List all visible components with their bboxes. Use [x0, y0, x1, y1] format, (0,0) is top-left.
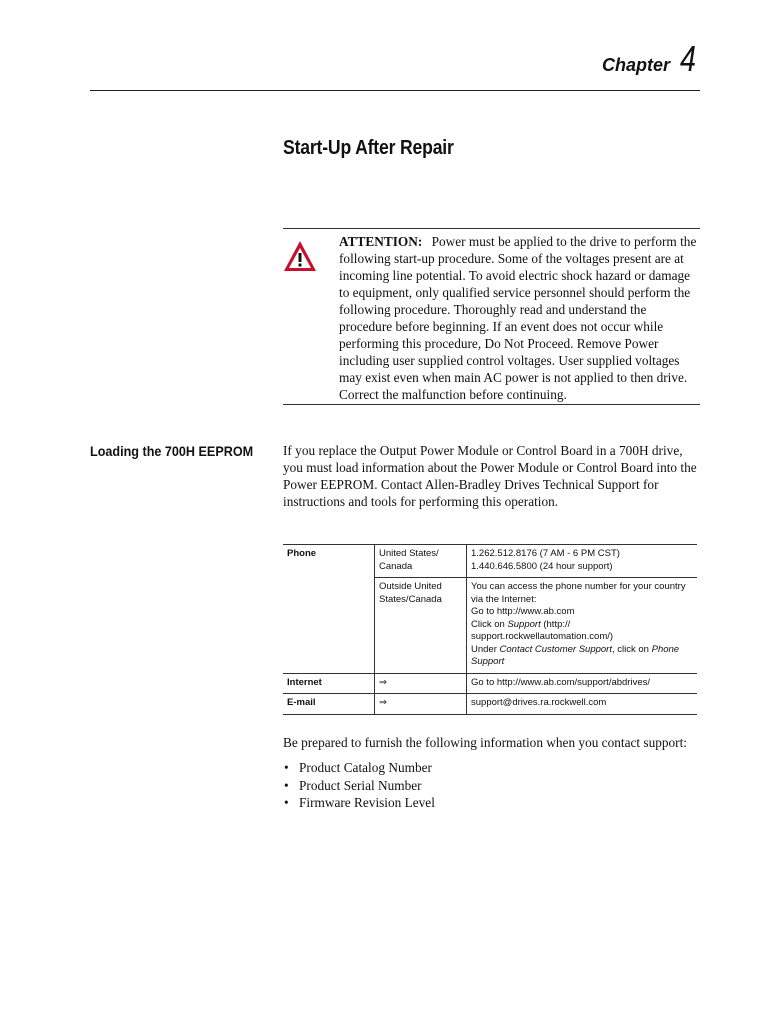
- us-phone-line-2: 1.440.646.5800 (24 hour support): [471, 560, 613, 572]
- bullet-mark: •: [284, 760, 289, 775]
- intl-phone-support: Phone Support: [471, 643, 680, 667]
- attention-box: [283, 228, 700, 405]
- intl-support-word: Support: [507, 618, 541, 630]
- intl-click-on: , click on: [612, 643, 652, 655]
- table-row: [283, 694, 697, 715]
- info-list: [283, 759, 435, 812]
- chapter-label: Chapter: [601, 55, 670, 75]
- list-item: [283, 759, 435, 777]
- intl-support-line: [471, 619, 693, 644]
- table-row: [283, 673, 697, 694]
- bullet-mark: •: [284, 795, 289, 810]
- list-item: [283, 777, 435, 795]
- support-contact-table: [283, 544, 697, 715]
- email-arrow: ⇒: [375, 694, 467, 715]
- email-value: support@drives.ra.rockwell.com: [467, 694, 698, 715]
- intl-support-url: (http:// support.rockwellautomation.com/): [471, 618, 614, 642]
- us-phone-cell: [467, 545, 698, 578]
- prep-text: Be prepared to furnish the following information when you contact support:: [283, 735, 687, 750]
- chapter-header: [602, 38, 700, 80]
- section-paragraph: If you replace the Output Power Module or Control Board in a 700H drive, you must load information about the Power Module or Control Board into the Power EEPROM. Contact Allen-Bradley Drives Technical Support for instructions and tools for performing this operation.: [283, 443, 697, 509]
- us-region-cell: United States/ Canada: [375, 545, 467, 578]
- email-label: E-mail: [283, 694, 375, 715]
- bullet-mark: •: [284, 777, 289, 793]
- intl-under-prefix: Under: [471, 643, 500, 655]
- list-item: [283, 794, 435, 812]
- intl-text-2: Go to http://www.ab.com: [471, 606, 575, 617]
- attention-body: Power must be applied to the drive to perform the following start-up procedure. Some of the voltages present are at incoming line potential. To avoid electric shock hazard or damage to equipment, only qualified service personnel should perform the following procedure. Thoroughly read and understand the procedure before beginning. If an event does not occur while performing this procedure, Do Not Proceed. Remove Power including user supplied control voltages. User supplied voltages may exist even when main AC power is not applied to then drive. Correct the malfunction before continuing.: [339, 234, 697, 402]
- intl-text-1: You can access the phone number for your country via the Internet:: [471, 581, 686, 605]
- list-item-text: Product Catalog Number: [299, 760, 432, 775]
- intl-click-prefix: Click on: [471, 618, 508, 630]
- internet-arrow: ⇒: [375, 673, 467, 694]
- attention-text: [339, 233, 700, 403]
- intl-phone-cell: [467, 578, 698, 674]
- warning-triangle-icon: [283, 239, 317, 273]
- phone-label: Phone: [283, 545, 375, 674]
- internet-value: Go to http://www.ab.com/support/abdrives/: [467, 673, 698, 694]
- intl-contact-word: Contact Customer Support: [499, 643, 612, 655]
- section-heading: Loading the 700H EEPROM: [90, 443, 254, 459]
- chapter-number: 4: [679, 38, 696, 79]
- list-item-text: Firmware Revision Level: [299, 795, 435, 810]
- list-item-text: Product Serial Number: [299, 777, 422, 793]
- intl-region-cell: Outside United States/Canada: [375, 578, 467, 674]
- attention-label: ATTENTION:: [339, 234, 423, 249]
- internet-label: Internet: [283, 673, 375, 694]
- page-title: Start-Up After Repair: [283, 137, 454, 159]
- header-rule: [90, 90, 700, 91]
- us-phone-line-1: 1.262.512.8176 (7 AM - 6 PM CST): [471, 548, 620, 559]
- intl-under-line: [471, 644, 693, 669]
- table-row: [283, 545, 697, 578]
